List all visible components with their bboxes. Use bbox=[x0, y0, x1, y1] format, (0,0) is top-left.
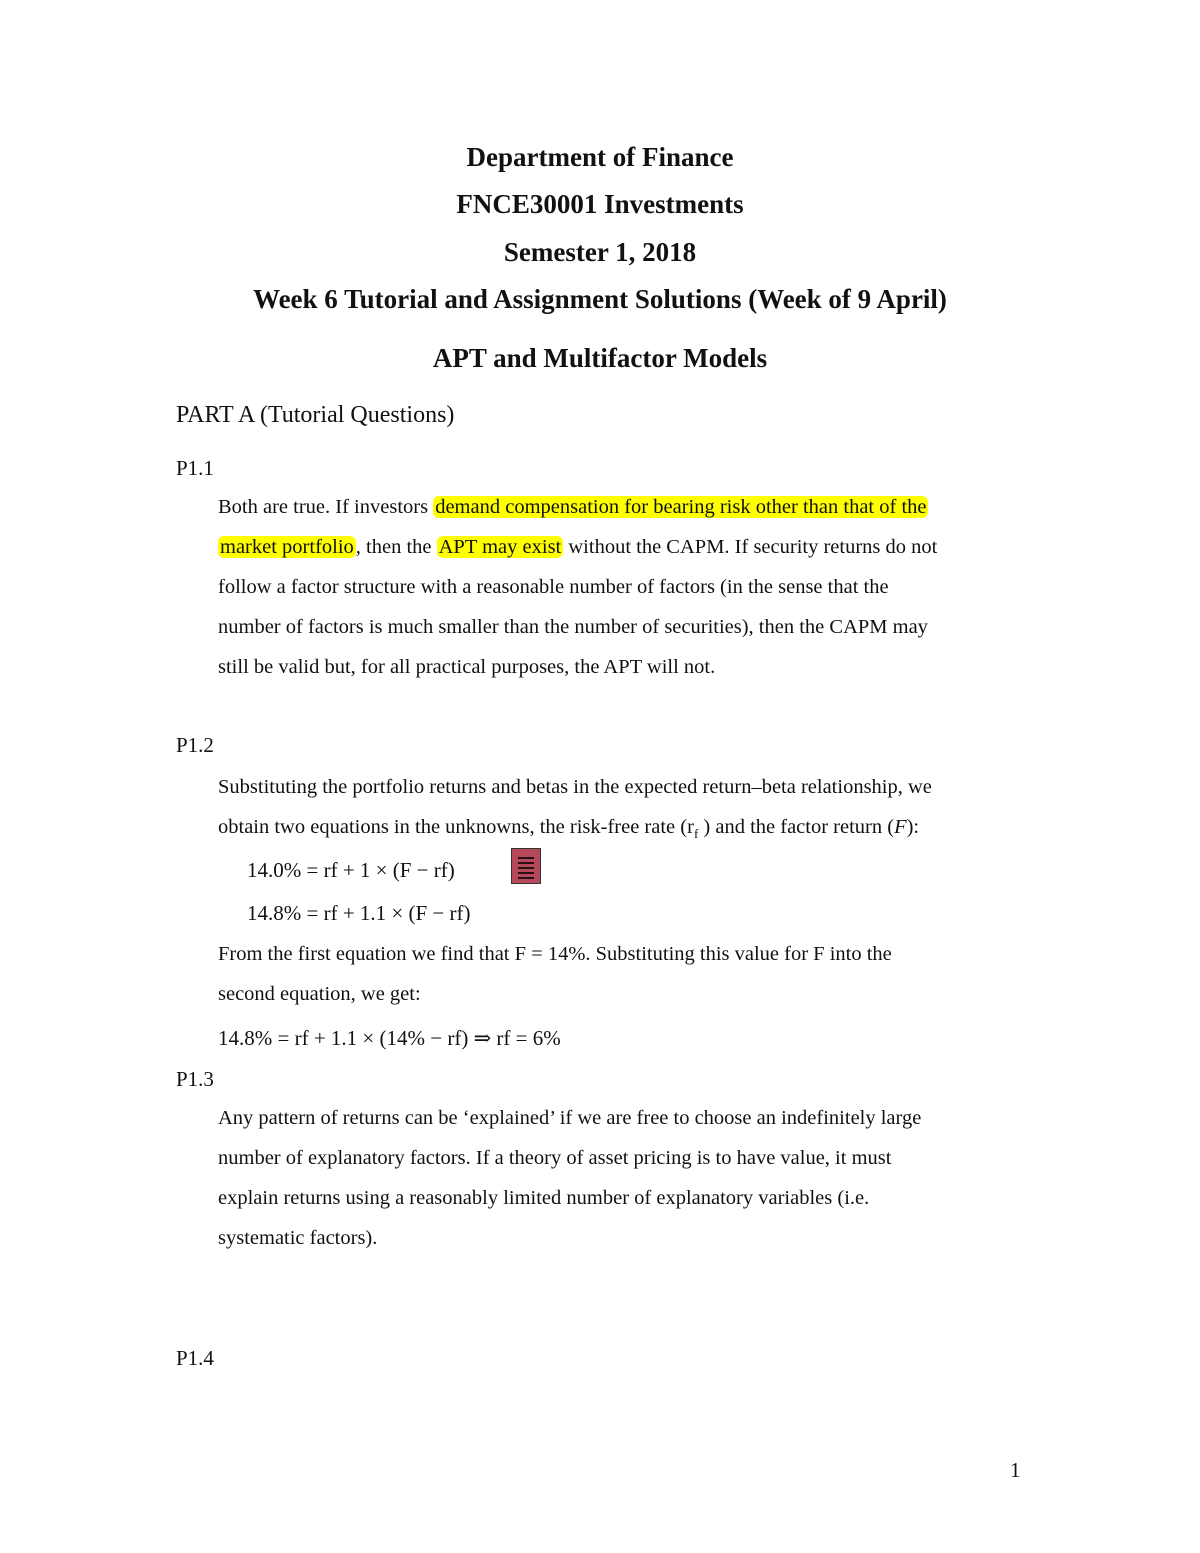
equation-1: 14.0% = rf + 1 × (F − rf) bbox=[247, 858, 455, 882]
department-title: Department of Finance bbox=[466, 142, 734, 172]
p1-2-line-1: Substituting the portfolio returns and betas in the expected return–beta relationship, we bbox=[218, 776, 932, 798]
highlighted-text: APT may exist bbox=[438, 536, 562, 558]
p1-1-line-1 bbox=[218, 487, 928, 527]
question-label-p1-1: P1.1 bbox=[176, 456, 214, 480]
p1-3-line-3: explain returns using a reasonably limited number of explanatory variables (i.e. bbox=[218, 1187, 870, 1209]
p1-1-line-4: number of factors is much smaller than the number of securities), then the CAPM may bbox=[218, 616, 928, 638]
p1-1-line-5: still be valid but, for all practical purposes, the APT will not. bbox=[218, 656, 716, 678]
document-title: Week 6 Tutorial and Assignment Solutions (Week of 9 April) bbox=[253, 284, 947, 314]
p1-3-line-1: Any pattern of returns can be ‘explained’ if we are free to choose an indefinitely large bbox=[218, 1107, 922, 1129]
variable: F bbox=[894, 816, 907, 838]
semester-title: Semester 1, 2018 bbox=[503, 237, 697, 267]
p1-3-line-2: number of explanatory factors. If a theory of asset pricing is to have value, it must bbox=[218, 1147, 892, 1169]
text-run: ) and the factor return ( bbox=[698, 816, 895, 838]
text-run: ): bbox=[906, 816, 920, 838]
topic-title: APT and Multifactor Models bbox=[432, 343, 768, 373]
question-label-p1-3: P1.3 bbox=[176, 1067, 214, 1091]
question-label-p1-2: P1.2 bbox=[176, 733, 214, 757]
equation-2: 14.8% = rf + 1.1 × (F − rf) bbox=[247, 901, 471, 925]
text-run: , then the bbox=[355, 536, 437, 558]
text-run: obtain two equations in the unknowns, the risk-free rate (r bbox=[218, 816, 694, 838]
p1-2-line-3: From the first equation we find that F = 14%. Substituting this value for F into the bbox=[218, 943, 892, 965]
p1-1-line-3: follow a factor structure with a reasonable number of factors (in the sense that the bbox=[218, 576, 889, 598]
course-title: FNCE30001 Investments bbox=[456, 189, 744, 219]
page-number: 1 bbox=[1010, 1458, 1021, 1482]
note-icon[interactable] bbox=[511, 848, 541, 884]
text-run: without the CAPM. If security returns do not bbox=[563, 536, 938, 558]
highlighted-text: market portfolio bbox=[220, 536, 354, 558]
p1-3-line-4: systematic factors). bbox=[218, 1227, 378, 1249]
text-run: Both are true. If investors bbox=[218, 496, 434, 518]
highlighted-text: demand compensation for bearing risk other than that of the bbox=[435, 496, 927, 518]
p1-1-line-2 bbox=[218, 527, 937, 567]
equation-3: 14.8% = rf + 1.1 × (14% − rf) ⇒ rf = 6% bbox=[218, 1026, 561, 1050]
question-label-p1-4: P1.4 bbox=[176, 1346, 214, 1370]
p1-2-line-4: second equation, we get: bbox=[218, 983, 421, 1005]
subscript: f bbox=[693, 826, 699, 842]
part-a-heading: PART A (Tutorial Questions) bbox=[176, 402, 455, 428]
p1-2-line-2 bbox=[218, 807, 919, 854]
